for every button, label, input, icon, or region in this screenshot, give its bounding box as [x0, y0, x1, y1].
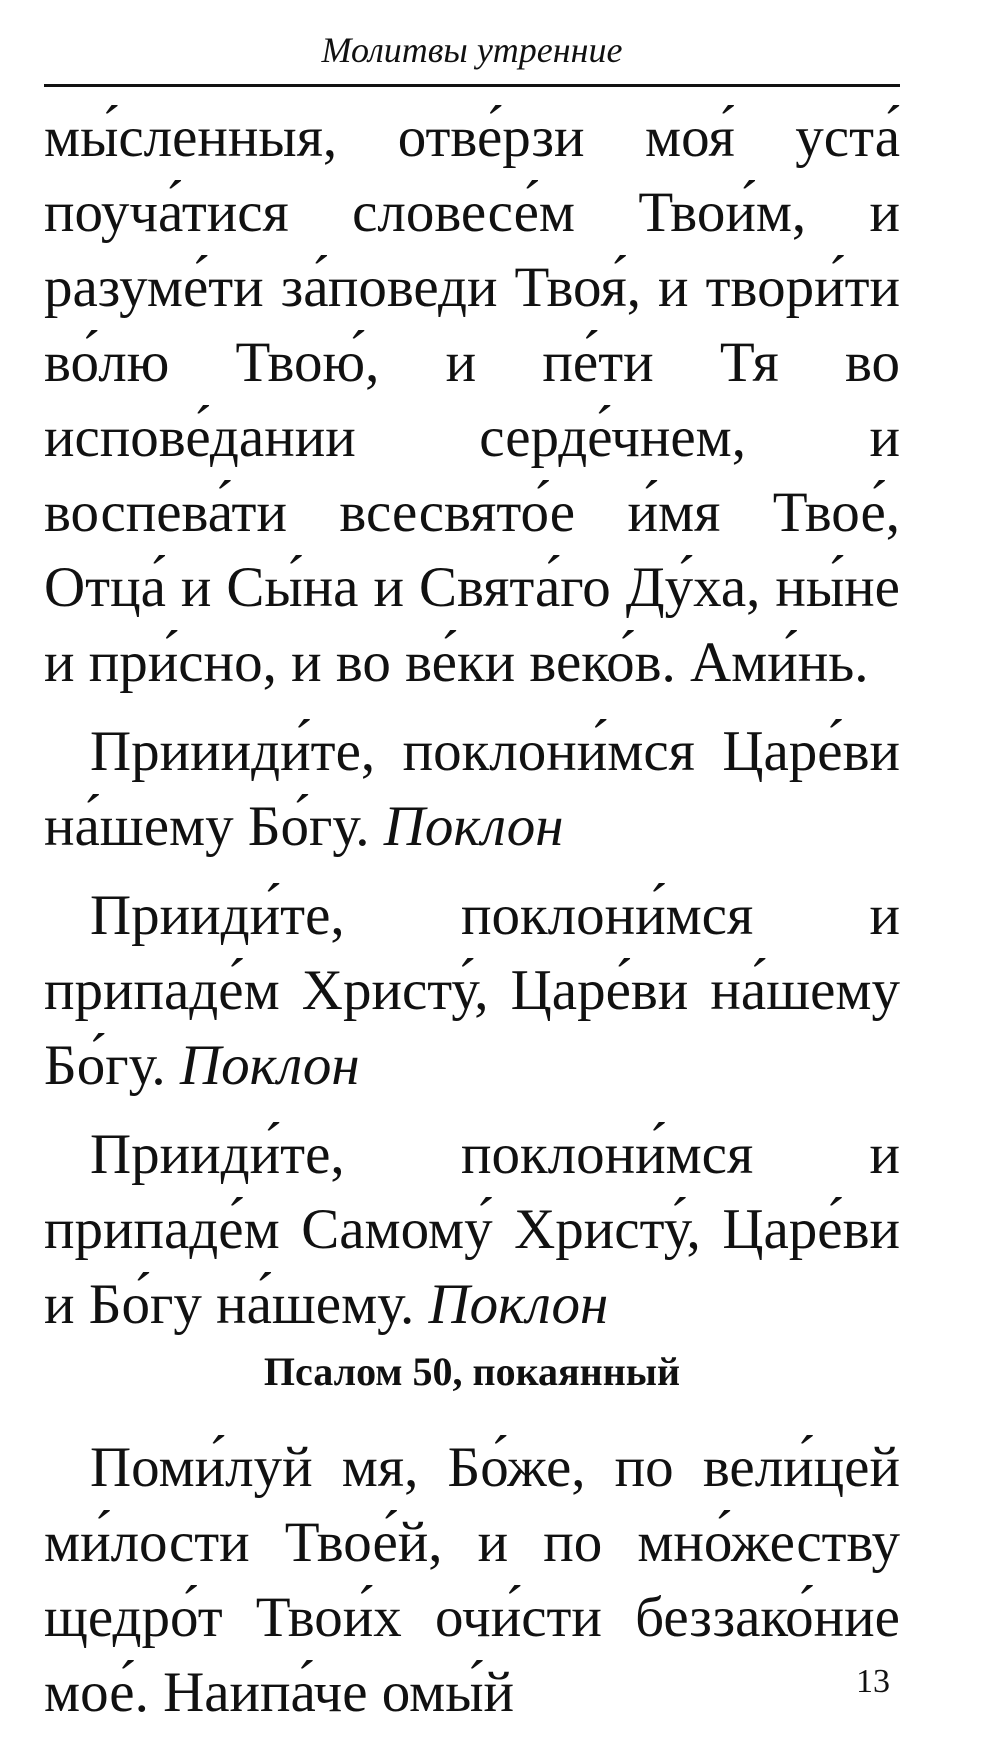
psalm-heading: Псалом 50, покаянный: [263, 1349, 681, 1394]
paragraph-text: Приииди́те, поклони́мся Царе́ви на́шему Бо́гу.: [44, 720, 900, 858]
header-rule: [44, 84, 900, 87]
body-text: [44, 100, 900, 1730]
page-number: 13: [856, 1663, 890, 1700]
paragraph-continued: мы́сленныя, отве́рзи моя́ уста́ поуча́тися словесе́м Твои́м, и разуме́ти за́поведи Твоя́, и твори́ти во́лю Твою́, и пе́ти Тя во испове́дании серде́чнем, и воспева́ти всесвято́е и́мя Твое́, Отца́ и Сы́на и Свята́го Ду́ха, ны́не и при́сно, и во ве́ки веко́в. Ами́нь.: [44, 106, 900, 694]
rubric-bow: Поклон: [428, 1273, 609, 1336]
rubric-bow: Поклон: [179, 1034, 360, 1097]
paragraph-come-let-us-worship-2: [44, 878, 900, 1103]
rubric-bow: Поклон: [383, 795, 564, 858]
paragraph-text: Прииди́те, поклони́мся и припаде́м Самому́ Христу́, Царе́ви и Бо́гу на́шему.: [44, 1123, 900, 1336]
paragraph-text: Прииди́те, поклони́мся и припаде́м Христу́, Царе́ви на́шему Бо́гу.: [44, 884, 900, 1097]
paragraph-come-let-us-worship-1: [44, 714, 900, 864]
running-head: Молитвы утренние: [321, 30, 623, 70]
paragraph-psalm-50: Поми́луй мя, Бо́же, по вели́цей ми́лости Твое́й, и по мно́жеству щедро́т Твои́х очи́сти беззако́ние мое́. Наипа́че омы́й: [44, 1436, 900, 1724]
paragraph-come-let-us-worship-3: [44, 1117, 900, 1342]
